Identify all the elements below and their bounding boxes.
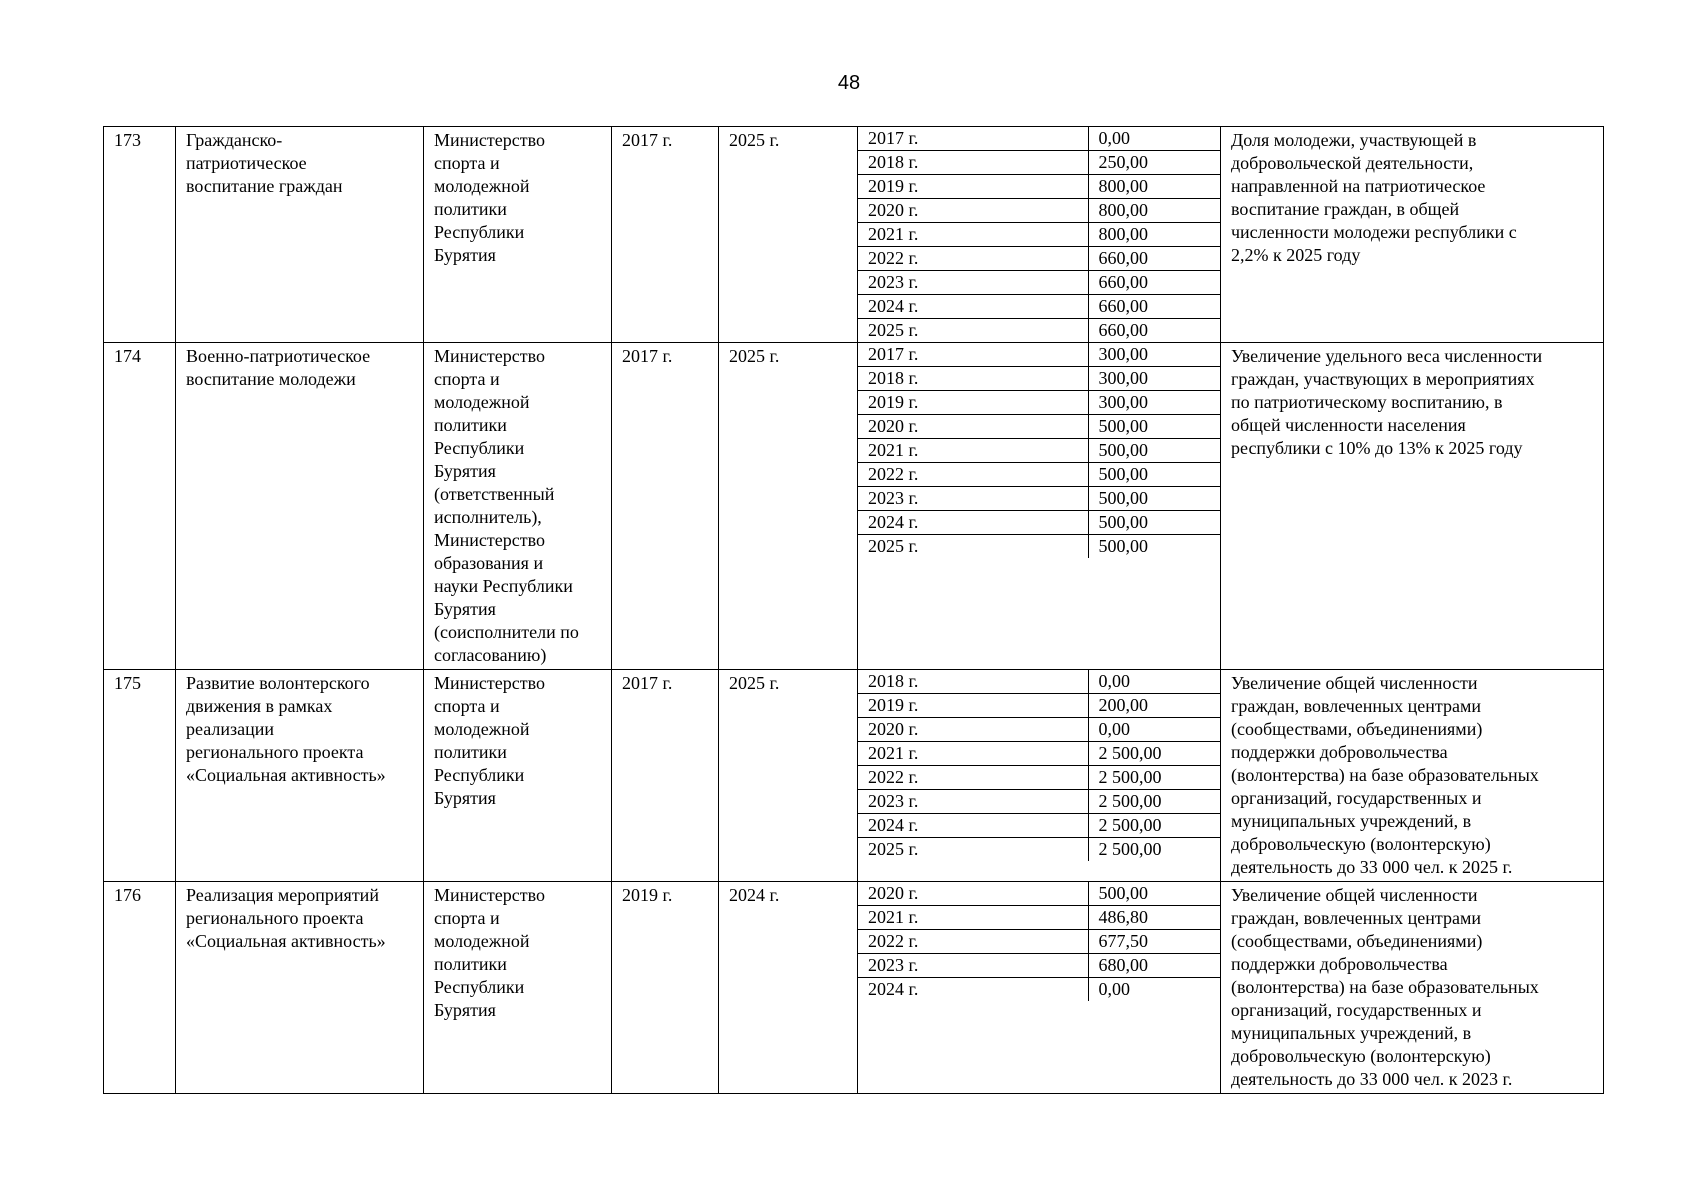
row-number: 174 [104, 343, 176, 670]
executor: Министерство спорта и молодежной политики Республики Бурятия (ответственный исполнитель), Министерство образования и науки Республики Бурятия (соисполнители по согласованию) [424, 343, 612, 670]
funding-subtable [858, 882, 1220, 1001]
funding-row [858, 718, 1220, 742]
funding-row [858, 670, 1220, 694]
funding-year: 2021 г. [858, 223, 1088, 247]
end-year: 2025 г. [719, 670, 858, 882]
funding-row [858, 271, 1220, 295]
funding-row [858, 790, 1220, 814]
funding-amount: 0,00 [1098, 979, 1130, 999]
executor: Министерство спорта и молодежной политики Республики Бурятия [424, 127, 612, 343]
funding-by-year [858, 882, 1221, 1094]
table-row [104, 343, 1604, 670]
executor: Министерство спорта и молодежной политики Республики Бурятия [424, 670, 612, 882]
funding-row [858, 127, 1220, 151]
funding-row [858, 439, 1220, 463]
activity-name: Военно-патриотическое воспитание молодежи [176, 343, 424, 670]
funding-row [858, 391, 1220, 415]
funding-subtable [858, 670, 1220, 861]
funding-amount: 800,00 [1088, 175, 1220, 199]
funding-row [858, 247, 1220, 271]
funding-amount: 2 500,00 [1088, 814, 1220, 838]
funding-row [858, 487, 1220, 511]
funding-subtable [858, 127, 1220, 342]
funding-year: 2022 г. [858, 930, 1088, 954]
page-number: 48 [837, 72, 861, 94]
start-year: 2019 г. [612, 882, 719, 1094]
indicator: Увеличение общей численности граждан, вовлеченных центрами (сообществами, объединениями) поддержки добровольчества (волонтерства) на базе образовательных организаций, государственных и муниципальных учреждений, в добровольческую (волонтерскую) деятельность до 33 000 чел. к 2025 г. [1221, 670, 1604, 882]
funding-amount: 800,00 [1088, 199, 1220, 223]
funding-year: 2017 г. [858, 127, 1088, 151]
funding-amount: 660,00 [1098, 320, 1148, 340]
funding-row [858, 463, 1220, 487]
funding-row [858, 175, 1220, 199]
row-number: 173 [104, 127, 176, 343]
funding-by-year [858, 670, 1221, 882]
funding-amount: 2 500,00 [1098, 839, 1162, 859]
funding-year: 2023 г. [858, 487, 1088, 511]
funding-year: 2020 г. [858, 718, 1088, 742]
activity-name: Гражданско- патриотическое воспитание граждан [176, 127, 424, 343]
funding-amount: 250,00 [1088, 151, 1220, 175]
funding-year: 2019 г. [858, 694, 1088, 718]
funding-year: 2019 г. [858, 391, 1088, 415]
funding-year: 2021 г. [858, 906, 1088, 930]
funding-amount: 500,00 [1088, 439, 1220, 463]
funding-row [858, 151, 1220, 175]
funding-amount: 800,00 [1088, 223, 1220, 247]
row-number: 176 [104, 882, 176, 1094]
funding-amount: 486,80 [1088, 906, 1220, 930]
funding-row [858, 814, 1220, 838]
funding-amount: 2 500,00 [1088, 790, 1220, 814]
funding-by-year [858, 127, 1221, 343]
funding-year: 2024 г. [858, 814, 1088, 838]
funding-year: 2024 г. [858, 295, 1088, 319]
funding-row [858, 930, 1220, 954]
table-row [104, 670, 1604, 882]
activity-name: Развитие волонтерского движения в рамках реализации регионального проекта «Социальная активность» [176, 670, 424, 882]
funding-year: 2019 г. [858, 175, 1088, 199]
funding-year: 2022 г. [858, 247, 1088, 271]
funding-amount: 0,00 [1088, 718, 1220, 742]
funding-amount: 2 500,00 [1088, 742, 1220, 766]
funding-amount: 200,00 [1088, 694, 1220, 718]
funding-amount: 500,00 [1088, 511, 1220, 535]
funding-amount: 660,00 [1088, 247, 1220, 271]
funding-amount: 2 500,00 [1088, 766, 1220, 790]
funding-amount: 300,00 [1088, 343, 1220, 367]
indicator: Увеличение удельного веса численности граждан, участвующих в мероприятиях по патриотическому воспитанию, в общей численности населения республики с 10% до 13% к 2025 году [1221, 343, 1604, 670]
funding-amount: 680,00 [1088, 954, 1220, 978]
end-year: 2025 г. [719, 127, 858, 343]
end-year: 2025 г. [719, 343, 858, 670]
indicator: Доля молодежи, участвующей в добровольческой деятельности, направленной на патриотическое воспитание граждан, в общей численности молодежи республики с 2,2% к 2025 году [1221, 127, 1604, 343]
funding-amount: 677,50 [1088, 930, 1220, 954]
start-year: 2017 г. [612, 343, 719, 670]
funding-amount: 660,00 [1088, 271, 1220, 295]
row-number: 175 [104, 670, 176, 882]
funding-row [858, 319, 1220, 343]
funding-year: 2022 г. [858, 463, 1088, 487]
funding-amount: 500,00 [1088, 487, 1220, 511]
activity-name: Реализация мероприятий регионального проекта «Социальная активность» [176, 882, 424, 1094]
funding-year: 2020 г. [858, 199, 1088, 223]
funding-year: 2023 г. [858, 790, 1088, 814]
funding-row [858, 295, 1220, 319]
funding-year: 2017 г. [858, 343, 1088, 367]
funding-year: 2022 г. [858, 766, 1088, 790]
funding-row [858, 199, 1220, 223]
executor: Министерство спорта и молодежной политики Республики Бурятия [424, 882, 612, 1094]
funding-year: 2024 г. [858, 978, 1088, 1002]
funding-row [858, 535, 1220, 559]
funding-amount: 0,00 [1088, 127, 1220, 151]
funding-row [858, 978, 1220, 1002]
start-year: 2017 г. [612, 127, 719, 343]
funding-year: 2023 г. [858, 954, 1088, 978]
funding-row [858, 954, 1220, 978]
funding-amount: 660,00 [1088, 295, 1220, 319]
funding-year: 2018 г. [858, 367, 1088, 391]
funding-row [858, 838, 1220, 862]
funding-year: 2021 г. [858, 742, 1088, 766]
funding-amount: 500,00 [1098, 536, 1148, 556]
end-year: 2024 г. [719, 882, 858, 1094]
funding-amount: 500,00 [1088, 463, 1220, 487]
funding-year: 2018 г. [858, 151, 1088, 175]
funding-row [858, 223, 1220, 247]
funding-year: 2020 г. [858, 882, 1088, 906]
funding-amount: 300,00 [1088, 391, 1220, 415]
start-year: 2017 г. [612, 670, 719, 882]
funding-year: 2020 г. [858, 415, 1088, 439]
funding-row [858, 415, 1220, 439]
funding-year: 2023 г. [858, 271, 1088, 295]
funding-year: 2018 г. [858, 670, 1088, 694]
funding-row [858, 766, 1220, 790]
program-table [103, 126, 1604, 1094]
funding-year: 2025 г. [858, 319, 1088, 343]
funding-by-year [858, 343, 1221, 670]
table-row [104, 882, 1604, 1094]
funding-amount: 500,00 [1088, 882, 1220, 906]
funding-row [858, 694, 1220, 718]
funding-amount: 500,00 [1088, 415, 1220, 439]
funding-subtable [858, 343, 1220, 558]
funding-year: 2025 г. [858, 535, 1088, 559]
funding-year: 2024 г. [858, 511, 1088, 535]
table-row [104, 127, 1604, 343]
funding-row [858, 742, 1220, 766]
funding-row [858, 882, 1220, 906]
funding-year: 2025 г. [858, 838, 1088, 862]
funding-year: 2021 г. [858, 439, 1088, 463]
funding-amount: 0,00 [1088, 670, 1220, 694]
funding-row [858, 367, 1220, 391]
indicator: Увеличение общей численности граждан, вовлеченных центрами (сообществами, объединениями) поддержки добровольчества (волонтерства) на базе образовательных организаций, государственных и муниципальных учреждений, в добровольческую (волонтерскую) деятельность до 33 000 чел. к 2023 г. [1221, 882, 1604, 1094]
funding-row [858, 511, 1220, 535]
funding-row [858, 906, 1220, 930]
funding-row [858, 343, 1220, 367]
funding-amount: 300,00 [1088, 367, 1220, 391]
